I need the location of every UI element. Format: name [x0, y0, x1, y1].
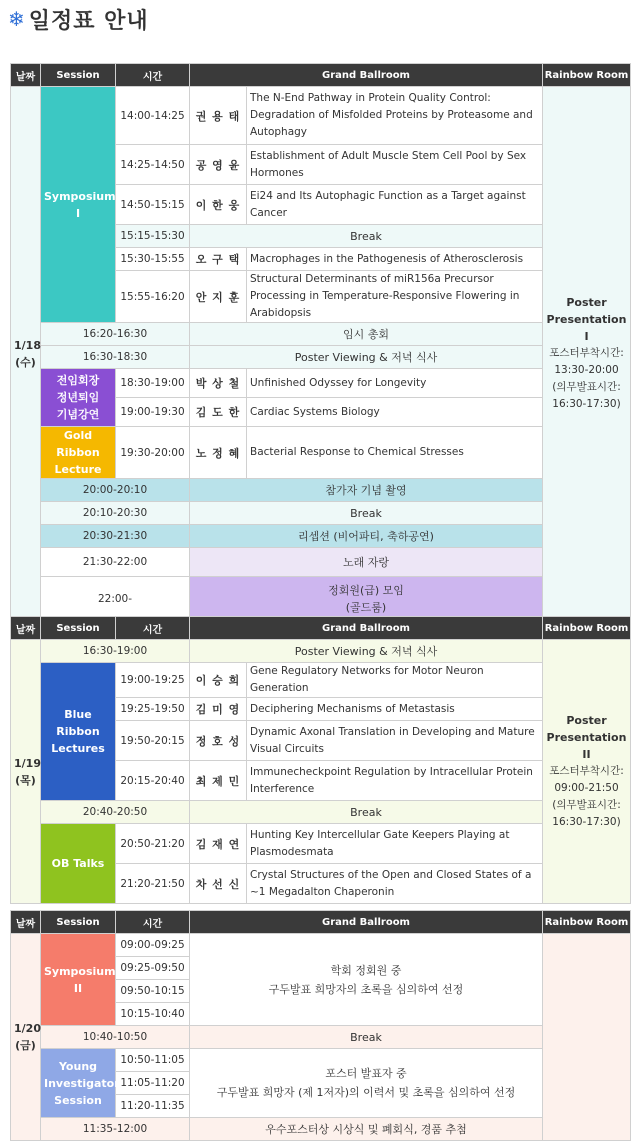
speaker-cell: 정 호 성 — [190, 721, 247, 761]
speaker-cell: 김 미 영 — [190, 698, 247, 721]
table-header-row — [11, 911, 631, 934]
speaker-cell: 김 재 연 — [190, 824, 247, 864]
day2-schedule-table — [10, 616, 631, 904]
time-cell: 14:50-15:15 — [116, 185, 190, 225]
time-cell: 20:40-20:50 — [41, 801, 190, 824]
time-cell: 19:50-20:15 — [116, 721, 190, 761]
table-row — [11, 824, 631, 864]
table-row — [11, 663, 631, 698]
time-cell: 09:00-09:25 — [116, 934, 190, 957]
time-cell: 11:20-11:35 — [116, 1095, 190, 1118]
break-cell: Break — [190, 801, 543, 824]
time-cell: 22:00- — [41, 577, 190, 621]
header-date: 날짜 — [11, 64, 41, 87]
speaker-cell: 최 제 민 — [190, 761, 247, 801]
break-cell: Break — [190, 225, 543, 248]
table-row — [11, 479, 631, 502]
session-blue-ribbon-lectures: Blue Ribbon Lectures — [41, 663, 116, 801]
time-cell: 19:25-19:50 — [116, 698, 190, 721]
day3-schedule-table — [10, 910, 631, 1141]
time-cell: 10:40-10:50 — [41, 1026, 190, 1049]
session-gold-ribbon-lecture: Gold Ribbon Lecture — [41, 427, 116, 479]
rainbow-room-empty-cell — [543, 934, 631, 1141]
time-cell: 15:15-15:30 — [116, 225, 190, 248]
header-rainbow-room: Rainbow Room — [543, 617, 631, 640]
talk-title: Bacterial Response to Chemical Stresses — [247, 427, 543, 479]
header-grand-ballroom: Grand Ballroom — [190, 64, 543, 87]
break-cell: Break — [190, 1026, 543, 1049]
header-session: Session — [41, 911, 116, 934]
speaker-cell: 공 영 윤 — [190, 145, 247, 185]
talk-title: Unfinished Odyssey for Longevity — [247, 369, 543, 398]
date-cell: 1/18 (수) — [11, 87, 41, 621]
event-cell: 리셉션 (비어파티, 축하공연) — [190, 525, 543, 548]
time-cell: 11:05-11:20 — [116, 1072, 190, 1095]
table-row — [11, 525, 631, 548]
talk-title: Crystal Structures of the Open and Closed States of a ~1 Megadalton Chaperonin — [247, 864, 543, 904]
header-time: 시간 — [116, 911, 190, 934]
time-cell: 20:10-20:30 — [41, 502, 190, 525]
table-row — [11, 1049, 631, 1072]
symposium-2-description: 학회 정회원 중 구두발표 희망자의 초록을 심의하여 선정 — [190, 934, 543, 1026]
session-retirement-lecture: 전임회장 정년퇴임 기념강연 — [41, 369, 116, 427]
table-header-row — [11, 64, 631, 87]
time-cell: 19:30-20:00 — [116, 427, 190, 479]
time-cell: 19:00-19:25 — [116, 663, 190, 698]
time-cell: 16:20-16:30 — [41, 323, 190, 346]
time-cell: 21:20-21:50 — [116, 864, 190, 904]
header-rainbow-room: Rainbow Room — [543, 911, 631, 934]
time-cell: 09:50-10:15 — [116, 980, 190, 1003]
event-cell: 우수포스터상 시상식 및 폐회식, 경품 추첨 — [190, 1118, 543, 1141]
event-cell: Poster Viewing & 저녁 식사 — [190, 346, 543, 369]
header-time: 시간 — [116, 617, 190, 640]
table-row — [11, 577, 631, 621]
table-row — [11, 548, 631, 577]
table-row — [11, 427, 631, 479]
talk-title: Ei24 and Its Autophagic Function as a Target against Cancer — [247, 185, 543, 225]
time-cell: 16:30-18:30 — [41, 346, 190, 369]
table-header-row — [11, 617, 631, 640]
time-cell: 15:30-15:55 — [116, 248, 190, 271]
header-date: 날짜 — [11, 911, 41, 934]
table-row — [11, 934, 631, 957]
header-session: Session — [41, 64, 116, 87]
event-cell: 참가자 기념 촬영 — [190, 479, 543, 502]
speaker-cell: 이 한 웅 — [190, 185, 247, 225]
event-cell: 정회원(급) 모임 (골드룸) — [190, 577, 543, 621]
session-young-investigators: Young Investigators' Session — [41, 1049, 116, 1118]
time-cell: 20:30-21:30 — [41, 525, 190, 548]
table-row — [11, 801, 631, 824]
time-cell: 19:00-19:30 — [116, 398, 190, 427]
break-cell: Break — [190, 502, 543, 525]
session-symposium-1: Symposium I — [41, 87, 116, 323]
page-heading — [8, 4, 149, 34]
time-cell: 09:25-09:50 — [116, 957, 190, 980]
talk-title: Hunting Key Intercellular Gate Keepers Playing at Plasmodesmata — [247, 824, 543, 864]
table-row — [11, 1026, 631, 1049]
header-rainbow-room: Rainbow Room — [543, 64, 631, 87]
talk-title: Dynamic Axonal Translation in Developing and Mature Visual Circuits — [247, 721, 543, 761]
table-row — [11, 346, 631, 369]
event-cell: Poster Viewing & 저녁 식사 — [190, 640, 543, 663]
time-cell: 20:00-20:10 — [41, 479, 190, 502]
talk-title: Structural Determinants of miR156a Precursor Processing in Temperature-Responsive Flowering in Arabidopsis — [247, 271, 543, 323]
table-row — [11, 640, 631, 663]
time-cell: 14:25-14:50 — [116, 145, 190, 185]
day1-schedule-table — [10, 63, 631, 621]
header-grand-ballroom: Grand Ballroom — [190, 911, 543, 934]
table-row — [11, 369, 631, 398]
time-cell: 18:30-19:00 — [116, 369, 190, 398]
date-cell: 1/19 (목) — [11, 640, 41, 904]
header-grand-ballroom: Grand Ballroom — [190, 617, 543, 640]
snowflake-icon: ❄ — [8, 7, 25, 31]
talk-title: Establishment of Adult Muscle Stem Cell Pool by Sex Hormones — [247, 145, 543, 185]
speaker-cell: 안 지 훈 — [190, 271, 247, 323]
date-cell: 1/20 (금) — [11, 934, 41, 1141]
header-session: Session — [41, 617, 116, 640]
header-date: 날짜 — [11, 617, 41, 640]
page-title: 일정표 안내 — [28, 8, 149, 34]
time-cell: 20:50-21:20 — [116, 824, 190, 864]
speaker-cell: 차 선 신 — [190, 864, 247, 904]
table-row — [11, 87, 631, 145]
poster-presentation-cell: Poster Presentation II 포스터부착시간: 09:00-21:50 (의무발표시간: 16:30-17:30) — [543, 640, 631, 904]
talk-title: The N-End Pathway in Protein Quality Control: Degradation of Misfolded Proteins by Proteasome and Autophagy — [247, 87, 543, 145]
time-cell: 21:30-22:00 — [41, 548, 190, 577]
speaker-cell: 노 정 혜 — [190, 427, 247, 479]
poster-presentation-cell: Poster Presentation I 포스터부착시간: 13:30-20:00 (의무발표시간: 16:30-17:30) — [543, 87, 631, 621]
young-investigators-description: 포스터 발표자 중 구두발표 희망자 (제 1저자)의 이력서 및 초록을 심의하여 선정 — [190, 1049, 543, 1118]
event-cell: 임시 총회 — [190, 323, 543, 346]
time-cell: 16:30-19:00 — [41, 640, 190, 663]
time-cell: 15:55-16:20 — [116, 271, 190, 323]
speaker-cell: 권 용 태 — [190, 87, 247, 145]
time-cell: 10:50-11:05 — [116, 1049, 190, 1072]
table-row — [11, 1118, 631, 1141]
talk-title: Immunecheckpoint Regulation by Intracellular Protein Interference — [247, 761, 543, 801]
talk-title: Deciphering Mechanisms of Metastasis — [247, 698, 543, 721]
time-cell: 10:15-10:40 — [116, 1003, 190, 1026]
time-cell: 20:15-20:40 — [116, 761, 190, 801]
table-row — [11, 502, 631, 525]
time-cell: 14:00-14:25 — [116, 87, 190, 145]
talk-title: Gene Regulatory Networks for Motor Neuron Generation — [247, 663, 543, 698]
speaker-cell: 박 상 철 — [190, 369, 247, 398]
header-time: 시간 — [116, 64, 190, 87]
speaker-cell: 김 도 한 — [190, 398, 247, 427]
speaker-cell: 오 구 택 — [190, 248, 247, 271]
time-cell: 11:35-12:00 — [41, 1118, 190, 1141]
talk-title: Macrophages in the Pathogenesis of Atherosclerosis — [247, 248, 543, 271]
speaker-cell: 이 승 희 — [190, 663, 247, 698]
session-symposium-2: Symposium II — [41, 934, 116, 1026]
talk-title: Cardiac Systems Biology — [247, 398, 543, 427]
session-ob-talks: OB Talks — [41, 824, 116, 904]
event-cell: 노래 자랑 — [190, 548, 543, 577]
table-row — [11, 323, 631, 346]
